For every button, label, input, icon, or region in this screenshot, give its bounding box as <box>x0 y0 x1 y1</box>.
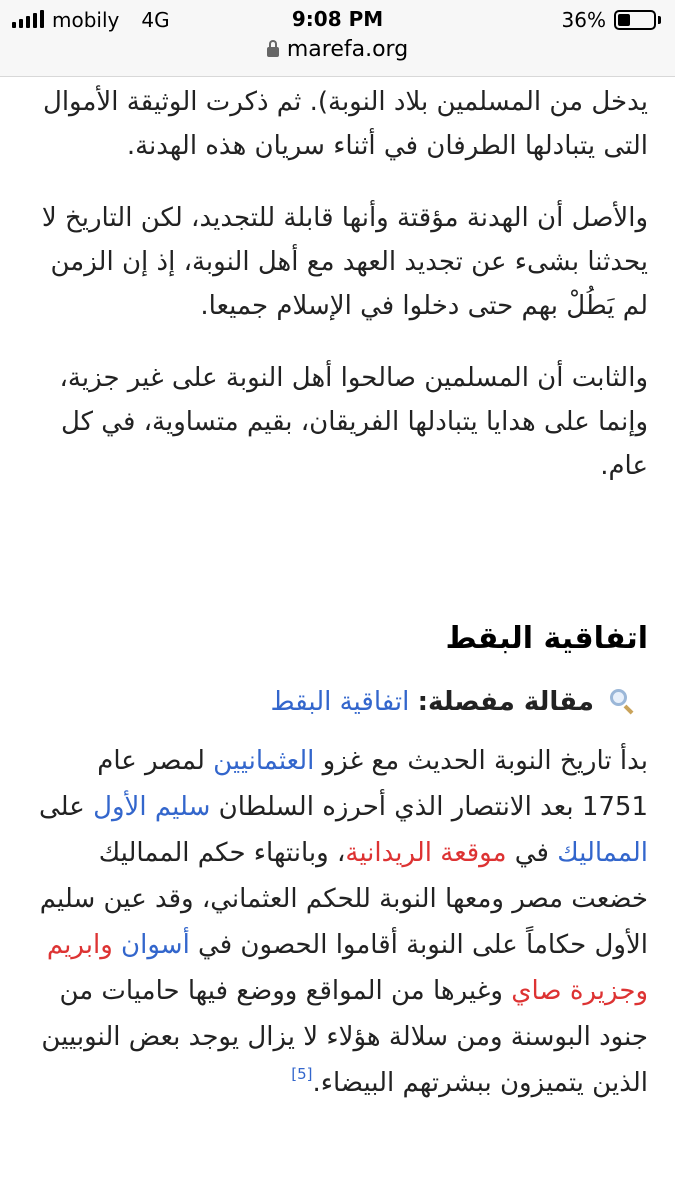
p4-text-5: ، وبانتهاء حكم المماليك خضعت مصر ومعها النوبة للحكم العثماني، وقد عين سليم الأول حكاماً على النوبة أقاموا الحصون في <box>39 838 648 960</box>
main-article-label: مقالة مفصلة: <box>417 687 594 717</box>
paragraph-4 <box>30 738 648 1106</box>
url-text: marefa.org <box>286 37 409 62</box>
link-ottomans[interactable]: العثمانيين <box>213 746 315 776</box>
paragraph-1: يدخل من المسلمين بلاد النوبة). ثم ذكرت الوثيقة الأموال التى يتبادلها الطرفان في أثناء سريان هذه الهدنة. <box>42 87 648 161</box>
p4-text-7: وغيرها من المواقع ووضع فيها حاميات من جنود البوسنة ومن سلالة هؤلاء لا يزال يوجد بعض النوبيين الذين يتميزون ببشرتهم البيضاء. <box>41 976 648 1098</box>
p4-text-1: بدأ تاريخ النوبة الحديث مع غزو <box>314 746 648 776</box>
paragraph-2: والأصل أن الهدنة مؤقتة وأنها قابلة للتجديد، لكن التاريخ لا يحدثنا بشىء عن تجديد العهد مع أهل النوبة، إذ إن الزمن لم يَطُلْ بهم حتى دخلوا في الإسلام جميعا. <box>41 203 648 321</box>
lock-icon <box>267 47 279 57</box>
status-bar <box>0 0 675 77</box>
battery-cap <box>658 16 661 24</box>
main-article-hatnote <box>30 680 648 724</box>
section-heading: اتفاقية البقط <box>445 621 648 656</box>
link-selim-i[interactable]: سليم الأول <box>93 792 211 822</box>
p4-text-2: لمصر عام 1751 بعد الانتصار الذي أحرزه السلطان <box>97 746 648 822</box>
battery-icon <box>614 10 656 30</box>
p4-text-6 <box>113 930 121 960</box>
link-aswan[interactable]: أسوان <box>121 930 190 960</box>
link-ibrim-sai[interactable]: وابريم وجزيرة صاي <box>46 930 648 1006</box>
clock: 9:08 PM <box>291 7 384 31</box>
address-bar[interactable] <box>0 37 675 62</box>
network-type: 4G <box>141 8 170 32</box>
link-mamluks[interactable]: المماليك <box>557 838 648 868</box>
paragraph-3: والثابت أن المسلمين صالحوا أهل النوبة على غير جزية، وإنما على هدايا يتبادلها الفريقان، بقيم متساوية، في كل عام. <box>59 363 648 481</box>
magnifier-icon <box>608 688 634 714</box>
battery-percent: 36% <box>561 8 606 32</box>
reference-5[interactable]: [5] <box>291 1065 313 1083</box>
carrier-name: mobily <box>52 8 120 32</box>
status-right <box>562 8 661 32</box>
article-content <box>30 76 648 1106</box>
main-article-link[interactable]: اتفاقية البقط <box>270 687 410 717</box>
p4-text-4: في <box>506 838 558 868</box>
p4-text-3: على <box>39 792 94 822</box>
link-ridaniya[interactable]: موقعة الريدانية <box>345 838 507 868</box>
